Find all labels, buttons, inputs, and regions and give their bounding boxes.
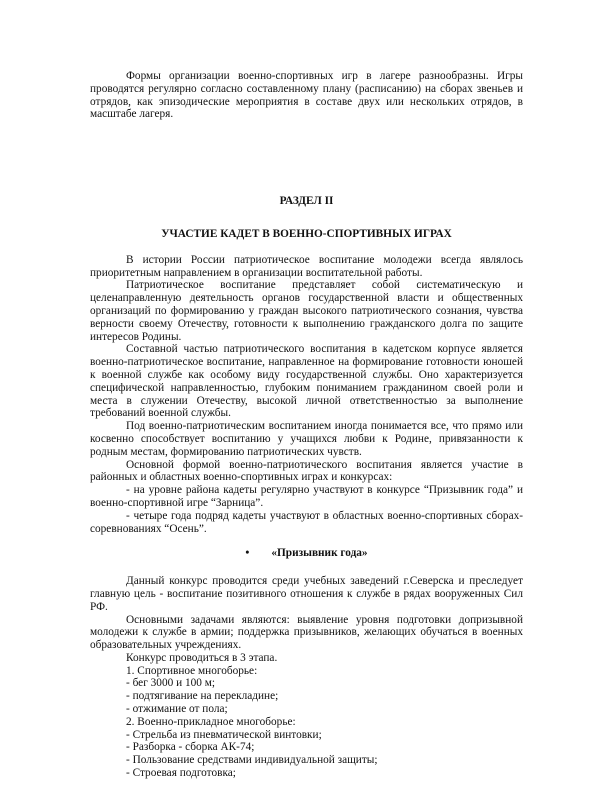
bullet-icon: • bbox=[245, 547, 250, 560]
list-line: - бег 3000 и 100 м; bbox=[126, 677, 216, 690]
paragraph: Основной формой военно-патриотического воспитания является участие в районных и областных военно-спортивных играх и конкурсах: bbox=[90, 458, 523, 484]
paragraph: В истории России патриотическое воспитание молодежи всегда являлось приоритетным направлением в организации воспитательной работы. bbox=[90, 253, 523, 279]
list-line: - отжимание от пола; bbox=[126, 703, 228, 716]
list-line: - Пользование средствами индивидуальной защиты; bbox=[126, 754, 378, 767]
document-page bbox=[90, 70, 523, 780]
paragraph: Под военно-патриотическим воспитанием иногда понимается все, что прямо или косвенно способствует воспитанию у учащихся любви к Родине, привязанности к родным местам, формированию патриотических чувств. bbox=[90, 420, 523, 458]
list-line: - Строевая подготовка; bbox=[126, 767, 236, 780]
section-label: РАЗДЕЛ II bbox=[279, 195, 334, 208]
intro-paragraph: Формы организации военно-спортивных игр в лагере разнообразны. Игры проводятся регулярно согласно составленному плану (расписанию) на сборах звеньев и отрядов, как эпизодические мероприятия в составе двух или нескольких отрядов, в масштабе лагеря. bbox=[90, 70, 523, 121]
subsection-title: «Призывник года» bbox=[271, 547, 368, 560]
list-line: 2. Военно-прикладное многоборье: bbox=[126, 715, 296, 728]
list-line: - подтягивание на перекладине; bbox=[126, 690, 279, 703]
paragraph: - на уровне района кадеты регулярно участвуют в конкурсе “Призывник года” и военно-спортивной игре “Зарница”. bbox=[90, 484, 523, 509]
section-title: УЧАСТИЕ КАДЕТ В ВОЕННО-СПОРТИВНЫХ ИГРАХ bbox=[161, 227, 452, 240]
paragraph: Составной частью патриотического воспитания в кадетском корпусе является военно-патриотическое воспитание, направленное на формирование готовности юношей к военной службе как особому виду государственной службы. Оно характеризуется специфической направленностью, глубоким пониманием гражданином своей роли и места в служении Отечеству, высокой личной ответственностью за выполнение требований военной службы. bbox=[90, 343, 523, 420]
paragraph: Патриотическое воспитание представляет собой систематическую и целенаправленную деятельность органов государственной власти и общественных организаций по формированию у граждан высокого патриотического сознания, чувства верности своему Отечеству, готовности к выполнению гражданского долга по защите интересов Родины. bbox=[90, 279, 523, 343]
list-line: Конкурс проводиться в 3 этапа. bbox=[126, 651, 278, 664]
contest-paragraph: Основными задачами являются: выявление уровня подготовки допризывной молодежи к службе в армии; поддержка призывников, желающих обучаться в военных образовательных учреждениях. bbox=[90, 613, 523, 652]
subsection-heading bbox=[90, 547, 523, 560]
list-line: - Стрельба из пневматической винтовки; bbox=[126, 728, 322, 741]
list-line: - Разборка - сборка АК-74; bbox=[126, 741, 255, 754]
paragraph: - четыре года подряд кадеты участвуют в областных военно-спортивных сборах-соревнованиях “Осень”. bbox=[90, 509, 523, 535]
contest-paragraph: Данный конкурс проводится среди учебных заведений г.Северска и преследует главную цель - воспитание позитивного отношения к службе в рядах вооруженных Сил РФ. bbox=[90, 575, 523, 613]
list-line: 1. Спортивное многоборье: bbox=[126, 664, 258, 677]
